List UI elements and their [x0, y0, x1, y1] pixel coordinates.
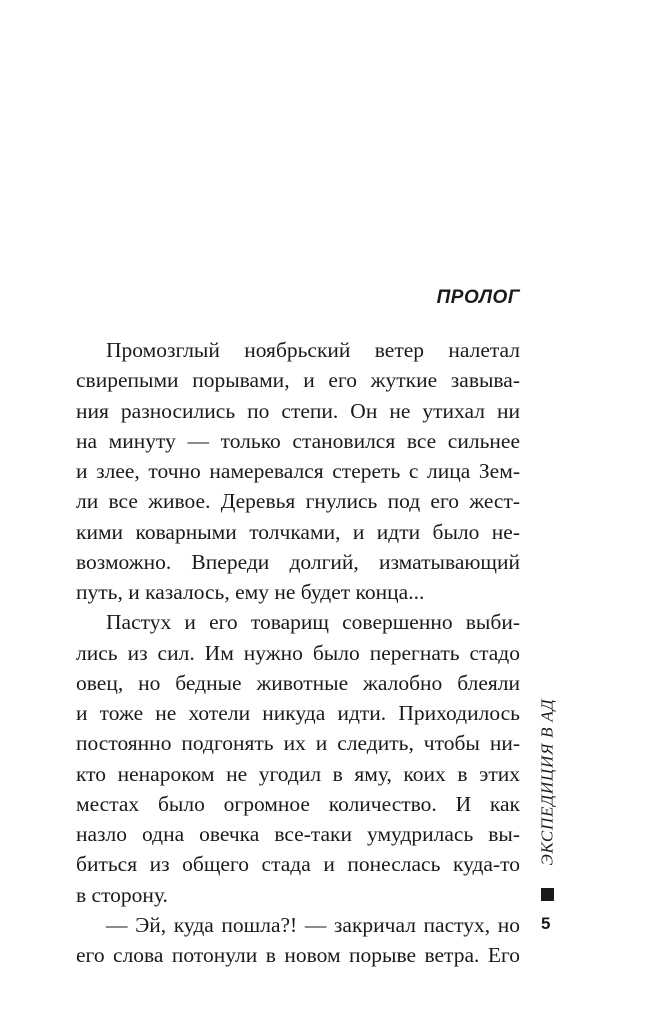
text-line: Пастух и его товарищ совершенно выби- — [106, 610, 520, 635]
text-line: местах было огромное количество. И как — [76, 791, 520, 816]
text-line: и тоже не хотели никуда идти. Приходилось — [76, 701, 520, 725]
text-line: ния разносились по степи. Он не утихал ни — [76, 398, 520, 423]
running-head-text: ЭКСПЕДИЦИЯ В АД — [537, 698, 556, 866]
text-line: возможно. Впереди долгий, изматывающий — [76, 549, 520, 574]
chapter-title: ПРОЛОГ — [436, 287, 520, 308]
text-line: овец, но бедные животные жалобно блеяли — [76, 670, 520, 695]
text-line: — Эй, куда пошла?! — закричал пастух, но — [106, 912, 520, 937]
body-text — [76, 335, 520, 970]
page-number: 5 — [541, 914, 551, 933]
text-line: Промозглый ноябрьский ветер налетал — [106, 338, 520, 362]
text-line: постоянно подгонять их и следить, чтобы ни- — [76, 731, 520, 756]
text-line: на минуту — только становился все сильнее — [76, 428, 520, 453]
text-line: биться из общего стада и понеслась куда-то — [76, 852, 520, 877]
text-line: кто ненароком не угодил в яму, коих в этих — [76, 761, 520, 786]
text-line: ли все живое. Деревья гнулись под его жест- — [76, 489, 520, 514]
text-line: и злее, точно намеревался стереть с лица Зем- — [76, 459, 520, 483]
text-line: лись из сил. Им нужно было перегнать стадо — [76, 640, 520, 665]
text-line: в сторону. — [76, 882, 168, 907]
square-marker-icon — [541, 888, 554, 901]
text-line: путь, и казалось, ему не будет конца... — [76, 580, 425, 604]
running-head — [532, 692, 562, 872]
text-line: кими коварными толчками, и идти было не- — [76, 519, 520, 544]
text-line: свирепыми порывами, и его жуткие завыва- — [76, 368, 520, 393]
text-line: назло одна овечка все-таки умудрилась вы- — [76, 822, 520, 846]
text-line: его слова потонули в новом порыве ветра. Его — [76, 943, 520, 967]
